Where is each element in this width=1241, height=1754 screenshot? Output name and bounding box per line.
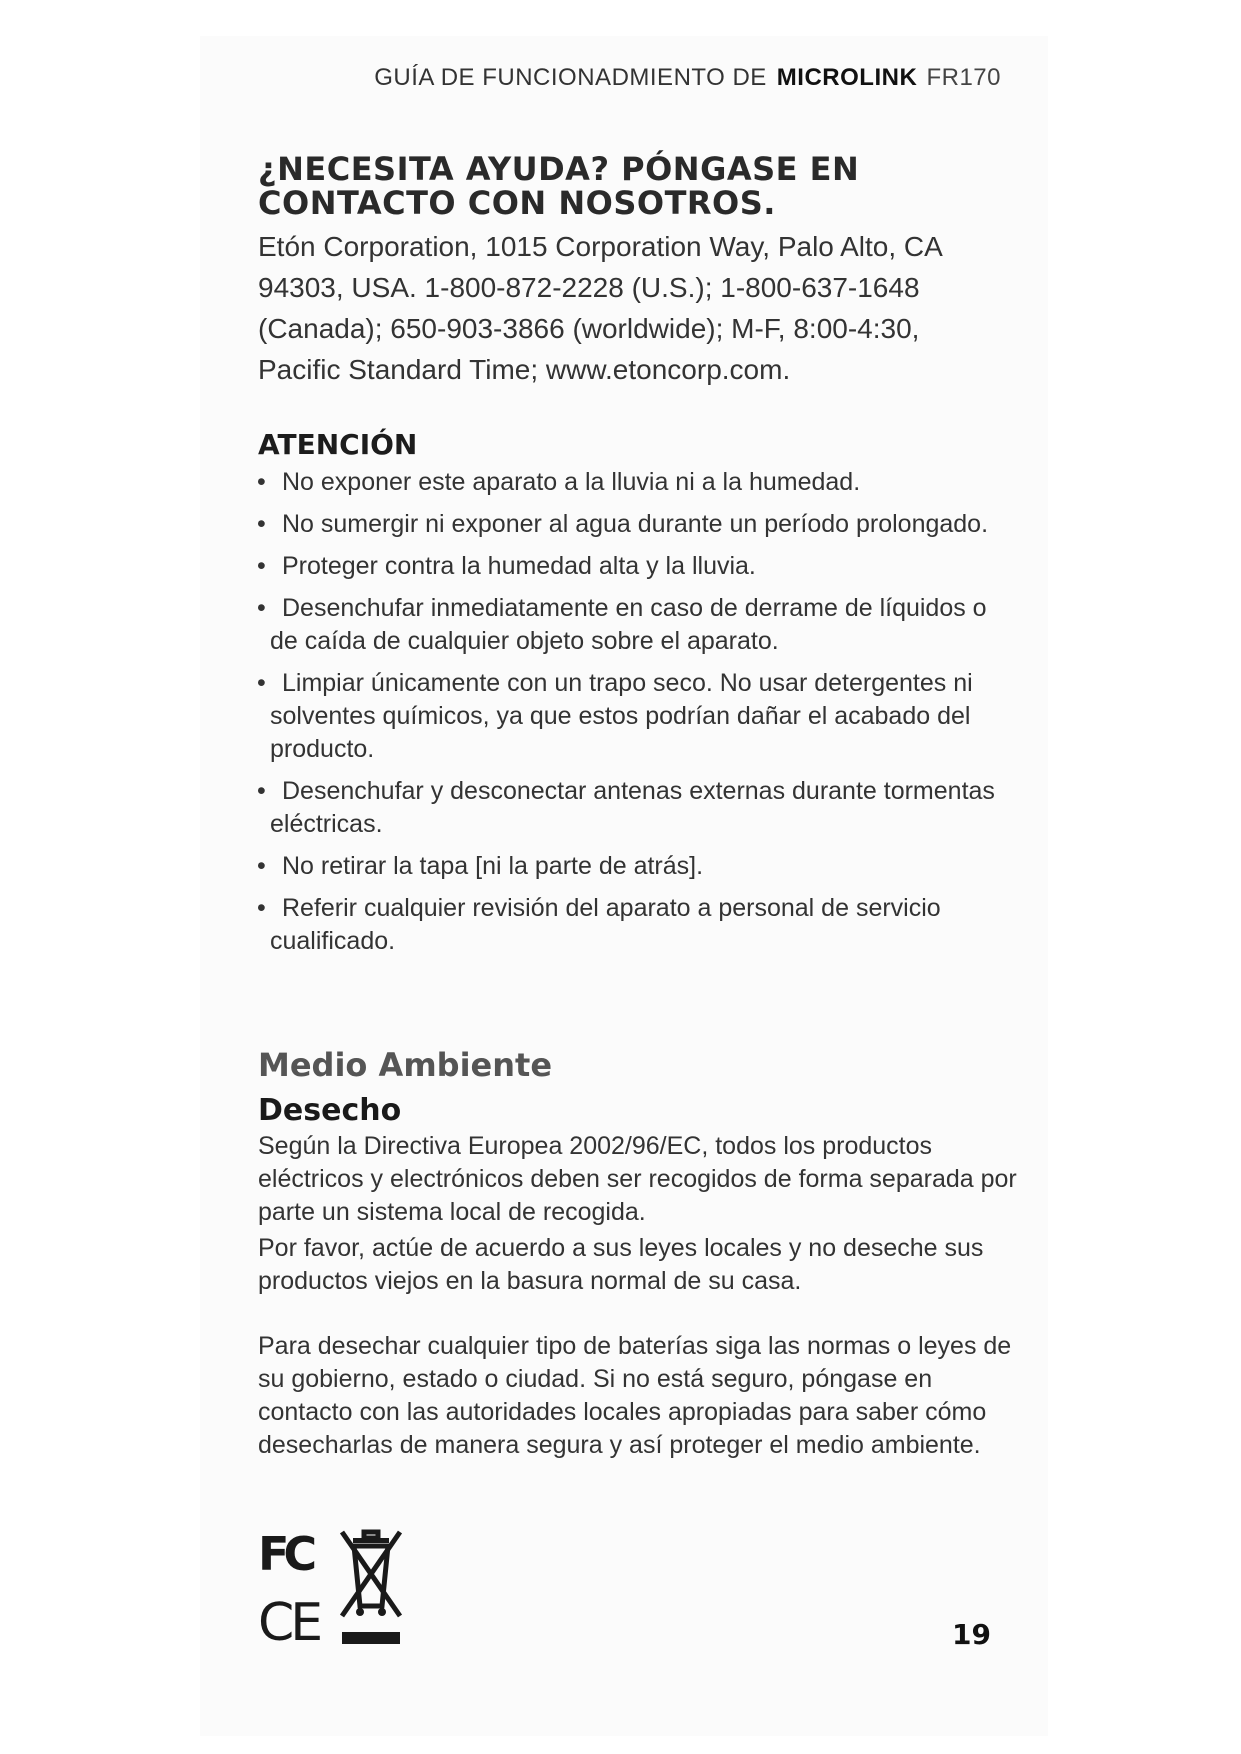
bullet-icon: • <box>257 777 266 805</box>
bullet-icon: • <box>257 594 266 622</box>
environment-heading: Medio Ambiente <box>258 1046 553 1084</box>
help-title-line1: ¿NECESITA AYUDA? PÓNGASE EN <box>258 150 860 188</box>
list-item: • No exponer este aparato a la lluvia ni a la humedad. <box>258 466 1018 499</box>
header-brand: MICROLINK <box>776 64 918 91</box>
header-prefix: GUÍA DE FUNCIONADMIENTO DE <box>374 64 767 91</box>
bullet-icon: • <box>257 510 266 538</box>
contact-info: Etón Corporation, 1015 Corporation Way, Palo Alto, CA 94303, USA. 1-800-872-2228 (U.S.); 1-800-637-1648 (Canada); 650-903-3866 (worldwide); M-F, 8:00-4:30, Pacific Standard Time; www.etoncorp.com. <box>258 231 942 385</box>
help-title-line2: CONTACTO CON NOSOTROS. <box>258 184 776 222</box>
disposal-paragraph-1: Según la Directiva Europea 2002/96/EC, todos los productos eléctricos y electrónicos deben ser recogidos de forma separada por parte un sistema local de recogida. <box>258 1132 1017 1226</box>
list-item: • No sumergir ni exponer al agua durante un período prolongado. <box>258 508 1018 541</box>
svg-text:CE: CE <box>258 1593 320 1653</box>
svg-text:FC: FC <box>258 1528 312 1581</box>
disposal-paragraph-2: Por favor, actúe de acuerdo a sus leyes locales y no deseche sus productos viejos en la basura normal de su casa. <box>258 1234 984 1295</box>
disposal-paragraph-3: Para desechar cualquier tipo de baterías siga las normas o leyes de su gobierno, estado o ciudad. Si no está seguro, póngase en contacto con las autoridades locales apropiadas para saber cómo desecharlas de manera segura y así proteger el medio ambiente. <box>258 1332 1012 1459</box>
bullet-icon: • <box>257 468 266 496</box>
fcc-logo <box>258 1528 314 1581</box>
bullet-icon: • <box>257 852 266 880</box>
list-item: • Referir cualquier revisión del aparato a personal de servicio cualificado. <box>257 894 941 955</box>
bullet-icon: • <box>257 894 266 922</box>
header-model: FR170 <box>926 64 1001 91</box>
page-number: 19 <box>952 1618 991 1651</box>
warnings-list <box>258 466 1018 967</box>
list-item: • No retirar la tapa [ni la parte de atrás]. <box>258 850 1018 883</box>
list-item: • Desenchufar inmediatamente en caso de derrame de líquidos o de caída de cualquier objeto sobre el aparato. <box>257 594 987 655</box>
running-header <box>374 64 1001 92</box>
disposal-heading: Desecho <box>258 1093 402 1128</box>
attention-heading: ATENCIÓN <box>258 428 418 461</box>
certification-marks <box>258 1528 428 1658</box>
ce-mark <box>258 1593 320 1653</box>
list-item: • Desenchufar y desconectar antenas externas durante tormentas eléctricas. <box>257 777 995 838</box>
bullet-icon: • <box>257 669 266 697</box>
list-item: • Limpiar únicamente con un trapo seco. No usar detergentes ni solventes químicos, ya que estos podrían dañar el acabado del producto. <box>257 669 973 763</box>
help-title <box>258 152 1018 220</box>
bullet-icon: • <box>257 552 266 580</box>
crossed-bin-icon <box>342 1532 400 1644</box>
list-item: • Proteger contra la humedad alta y la lluvia. <box>258 550 1018 583</box>
